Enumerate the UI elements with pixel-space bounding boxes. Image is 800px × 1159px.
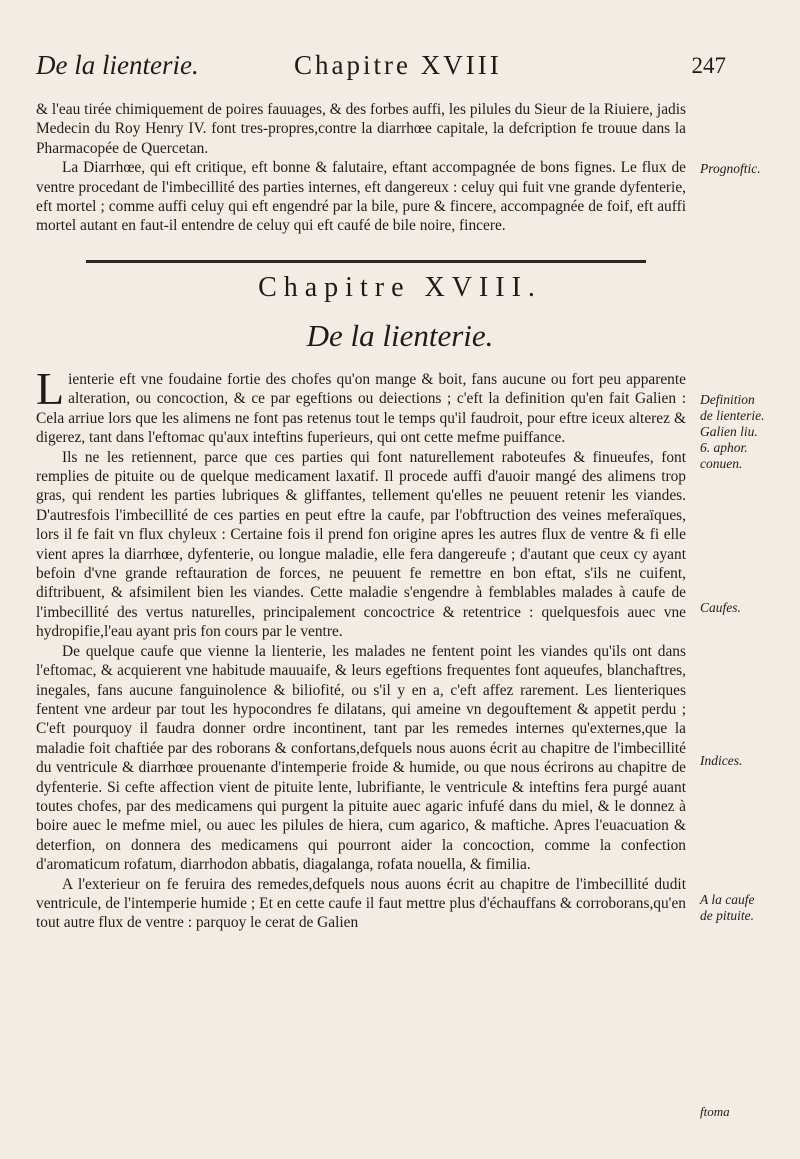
chapter-label: Chapitre XVIII [294, 50, 502, 80]
page-number: 247 [691, 53, 726, 78]
paragraph-text: ienterie eft vne foudaine fortie des chofes qu'on mange & boit, fans aucune ou fort peu apparente alteration, ou concoction, & ce par egeftions ou deiections ; c'eft la definition qu'en fait Galien : Cela arriue lors que les alimens ne font pas retenus tout le temps qu'il faudroit, pour eftre iceux alterez & digerez, tant dans l'eftomac qu'aux inteftins fuperieurs, qui ont cette mefme puiffance. [36, 371, 686, 447]
previous-chapter-ending [36, 100, 686, 236]
margin-note-causes: Caufes. [700, 600, 741, 615]
paragraph: Ils ne les retiennent, parce que ces parties qui font naturellement raboteufes & finueufes, font remplies de pituite ou de quelque medicament laxatif. Il procede auffi d'auoir mangé des alimens trop gras, qui rendent les parties lubriques & gliffantes, tellement qu'elles ne peuuent retenir les viandes. D'autresfois l'imbecillité de ces parties en peut eftre la caufe, par l'obftruction des veines meferaïques, lors il fe fait vn flux chyleux : Certaine fois il prend fon origine apres les autres flux de ventre & fi elle vient apres la diarrhœe, dyfenterie, ou longue maladie, elle fera dangereufe ; d'autant que ceux cy ayant befoin d'vne grande reftauration de forces, ne peuuent fe remettre en bon eftat, s'ils ne cuifent, diftribuent, & afsimilent bien les viandes. Cette maladie s'engendre à femblables malades à caufe de l'imbecillité des vertus naturelles, principalement concoctrice & retentrice : quelquesfois auec vne hydropifie,l'eau ayant pris fon cours par le ventre. [36, 448, 686, 641]
margin-line: A la caufe [700, 892, 755, 907]
margin-note-cause-pituite [700, 892, 792, 924]
running-header [36, 50, 726, 90]
margin-note-definition [700, 392, 792, 472]
paragraph: De quelque caufe que vienne la lienterie, les malades ne fentent point les viandes qu'ils ont dans l'eftomac, & acquierent vne habitude mauuaife, & leurs egeftions frequentes font aqueufes, blanchaftres, inegales, fans aucune fanguinolence & biliofité, ou s'il y en a, c'eft affez rarement. Les lienteriques fentent vne ardeur par tout les hypocondres fe dilatans, qui ameine vn degouftement & appetit perdu ; C'eft pourquoy il faudra donner ordre incontinent, tant par les remedes internes qu'externes,que la maladie foit chaftiée par des roborans & confortans,defquels nous auons écrit au chapitre de l'imbecillité du ventricule & diarrhœe prouenante d'intemperie froide & humide, ou que nous écrirons au chapitre de dyfenterie. Si cefte affection vient de pituite lente, lubrifiante, le ventricule & inteftins fera purgé auant toutes chofes, par des medicamens qui purgent la pituite auec agaric infufé dans du miel, & le donnez à boire auec le mefme miel, ou auec les pilules de hiera, cum agarico, & maftiche. Apres l'euacuation & deterfion, on donnera des medicamens qui pourront aider la concoction, comme la confection d'aromaticum rofatum, diarrhodon abbatis, diagalanga, rofata nouella, & fimilia. [36, 642, 686, 874]
opening-paragraph [36, 363, 686, 448]
margin-line: Galien liu. [700, 424, 758, 439]
chapter-heading: Chapitre XVIII. [258, 272, 542, 303]
paragraph: La Diarrhœe, qui eft critique, eft bonne & falutaire, eftant accompagnée de bons fignes. Le flux de ventre procedant de l'imbecillité des parties internes, eft dangereux : celuy qui fuit vne grande dyfenterie, eft mortel ; comme auffi celuy qui eft engendré par la bile, pure & fincere, accompagnée de foif, eft auffi mortel autant en faut-il entendre de celuy qui eft caufé de bile noire, fincere. [36, 159, 686, 235]
margin-note-indices: Indices. [700, 753, 743, 768]
running-title: De la lienterie. [36, 50, 199, 80]
margin-line: de lienterie. [700, 408, 765, 423]
margin-line: conuen. [700, 456, 743, 471]
paragraph: & l'eau tirée chimiquement de poires fauuages, & des forbes auffi, les pilules du Sieur de la Riuiere, jadis Medecin du Roy Henry IV. font tres-propres,contre la diarrhœe capitale, la defcription fe trouue dans la Pharmacopée de Quercetan. [36, 101, 686, 157]
margin-line: 6. aphor. [700, 440, 748, 455]
drop-cap: L [36, 363, 65, 414]
chapter-title: De la lienterie. [306, 318, 494, 353]
margin-line: de pituite. [700, 908, 754, 923]
paragraph: A l'exterieur on fe feruira des remedes,defquels nous auons écrit au chapitre de l'imbecillité dudit ventricule, de l'intemperie humide ; Et en cette caufe il faut mettre plus d'échauffans & corroborans,qu'en tout autre flux de ventre : parquoy le cerat de Galien [36, 875, 686, 932]
margin-line: Definition [700, 392, 755, 407]
margin-note-prognostic: Prognoftic. [700, 161, 761, 176]
section-divider [86, 260, 646, 263]
chapter-body [36, 363, 686, 933]
catchword: ftoma [700, 1104, 730, 1119]
